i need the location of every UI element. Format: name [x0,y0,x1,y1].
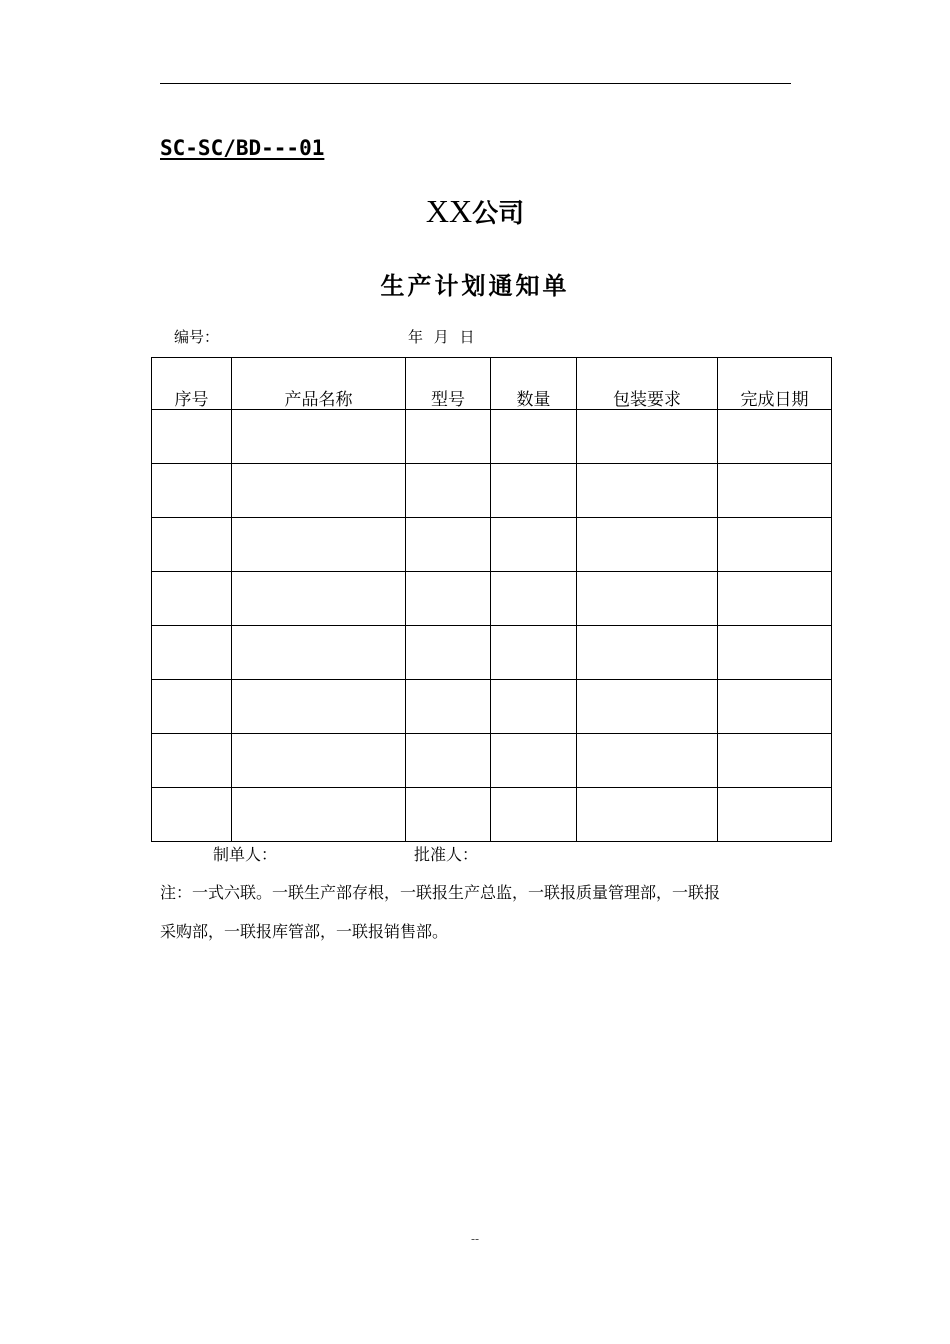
cell-quantity[interactable] [491,572,577,626]
cell-model[interactable] [406,464,491,518]
cell-seq[interactable] [152,572,232,626]
production-plan-table [151,357,832,842]
distribution-note [160,873,800,951]
table-body [152,410,832,842]
cell-quantity[interactable] [491,734,577,788]
cell-packaging[interactable] [577,464,718,518]
cell-model[interactable] [406,410,491,464]
cell-completion-date[interactable] [718,518,832,572]
cell-packaging[interactable] [577,734,718,788]
cell-seq[interactable] [152,464,232,518]
cell-seq[interactable] [152,410,232,464]
cell-completion-date[interactable] [718,464,832,518]
cell-completion-date[interactable] [718,410,832,464]
company-name-latin: XX [425,193,473,229]
cell-completion-date[interactable] [718,572,832,626]
cell-completion-date[interactable] [718,626,832,680]
cell-product-name[interactable] [232,680,406,734]
cell-packaging[interactable] [577,788,718,842]
cell-product-name[interactable] [232,410,406,464]
header-rule [160,83,791,84]
header-packaging: 包装要求 [577,358,718,410]
cell-quantity[interactable] [491,680,577,734]
cell-product-name[interactable] [232,734,406,788]
table-row [152,680,832,734]
cell-packaging[interactable] [577,680,718,734]
cell-seq[interactable] [152,626,232,680]
header-product-name: 产品名称 [232,358,406,410]
form-title: 生产计划通知单 [380,272,570,300]
maker-label: 制单人： [213,845,278,864]
company-name-cjk: 公司 [472,199,525,229]
cell-model[interactable] [406,734,491,788]
cell-quantity[interactable] [491,410,577,464]
note-line-1: 注：一式六联。一联生产部存根，一联报生产总监，一联报质量管理部，一联报 [160,883,721,902]
cell-packaging[interactable] [577,518,718,572]
cell-quantity[interactable] [491,626,577,680]
cell-product-name[interactable] [232,572,406,626]
cell-product-name[interactable] [232,788,406,842]
cell-product-name[interactable] [232,626,406,680]
cell-completion-date[interactable] [718,788,832,842]
cell-quantity[interactable] [491,464,577,518]
table-row [152,572,832,626]
cell-seq[interactable] [152,680,232,734]
cell-quantity[interactable] [491,788,577,842]
cell-seq[interactable] [152,734,232,788]
cell-seq[interactable] [152,518,232,572]
table-header-row [152,358,832,410]
header-completion-date: 完成日期 [718,358,832,410]
cell-product-name[interactable] [232,518,406,572]
header-model: 型号 [406,358,491,410]
cell-model[interactable] [406,518,491,572]
table-row [152,464,832,518]
page-footer: -- [470,1232,480,1246]
cell-model[interactable] [406,788,491,842]
cell-product-name[interactable] [232,464,406,518]
table-row [152,518,832,572]
document-code: SC-SC/BD---01 [160,136,325,160]
table-row [152,410,832,464]
cell-quantity[interactable] [491,518,577,572]
table-row [152,734,832,788]
cell-packaging[interactable] [577,410,718,464]
approver-label: 批准人： [414,845,479,864]
date-label: 年 月 日 [408,328,475,346]
cell-packaging[interactable] [577,572,718,626]
header-seq: 序号 [152,358,232,410]
cell-packaging[interactable] [577,626,718,680]
number-label: 编号： [174,328,220,346]
company-name [0,193,950,230]
cell-completion-date[interactable] [718,734,832,788]
note-line-2: 采购部，一联报库管部，一联报销售部。 [160,922,449,941]
cell-completion-date[interactable] [718,680,832,734]
table-row [152,788,832,842]
header-quantity: 数量 [491,358,577,410]
cell-seq[interactable] [152,788,232,842]
cell-model[interactable] [406,572,491,626]
cell-model[interactable] [406,626,491,680]
cell-model[interactable] [406,680,491,734]
table-row [152,626,832,680]
